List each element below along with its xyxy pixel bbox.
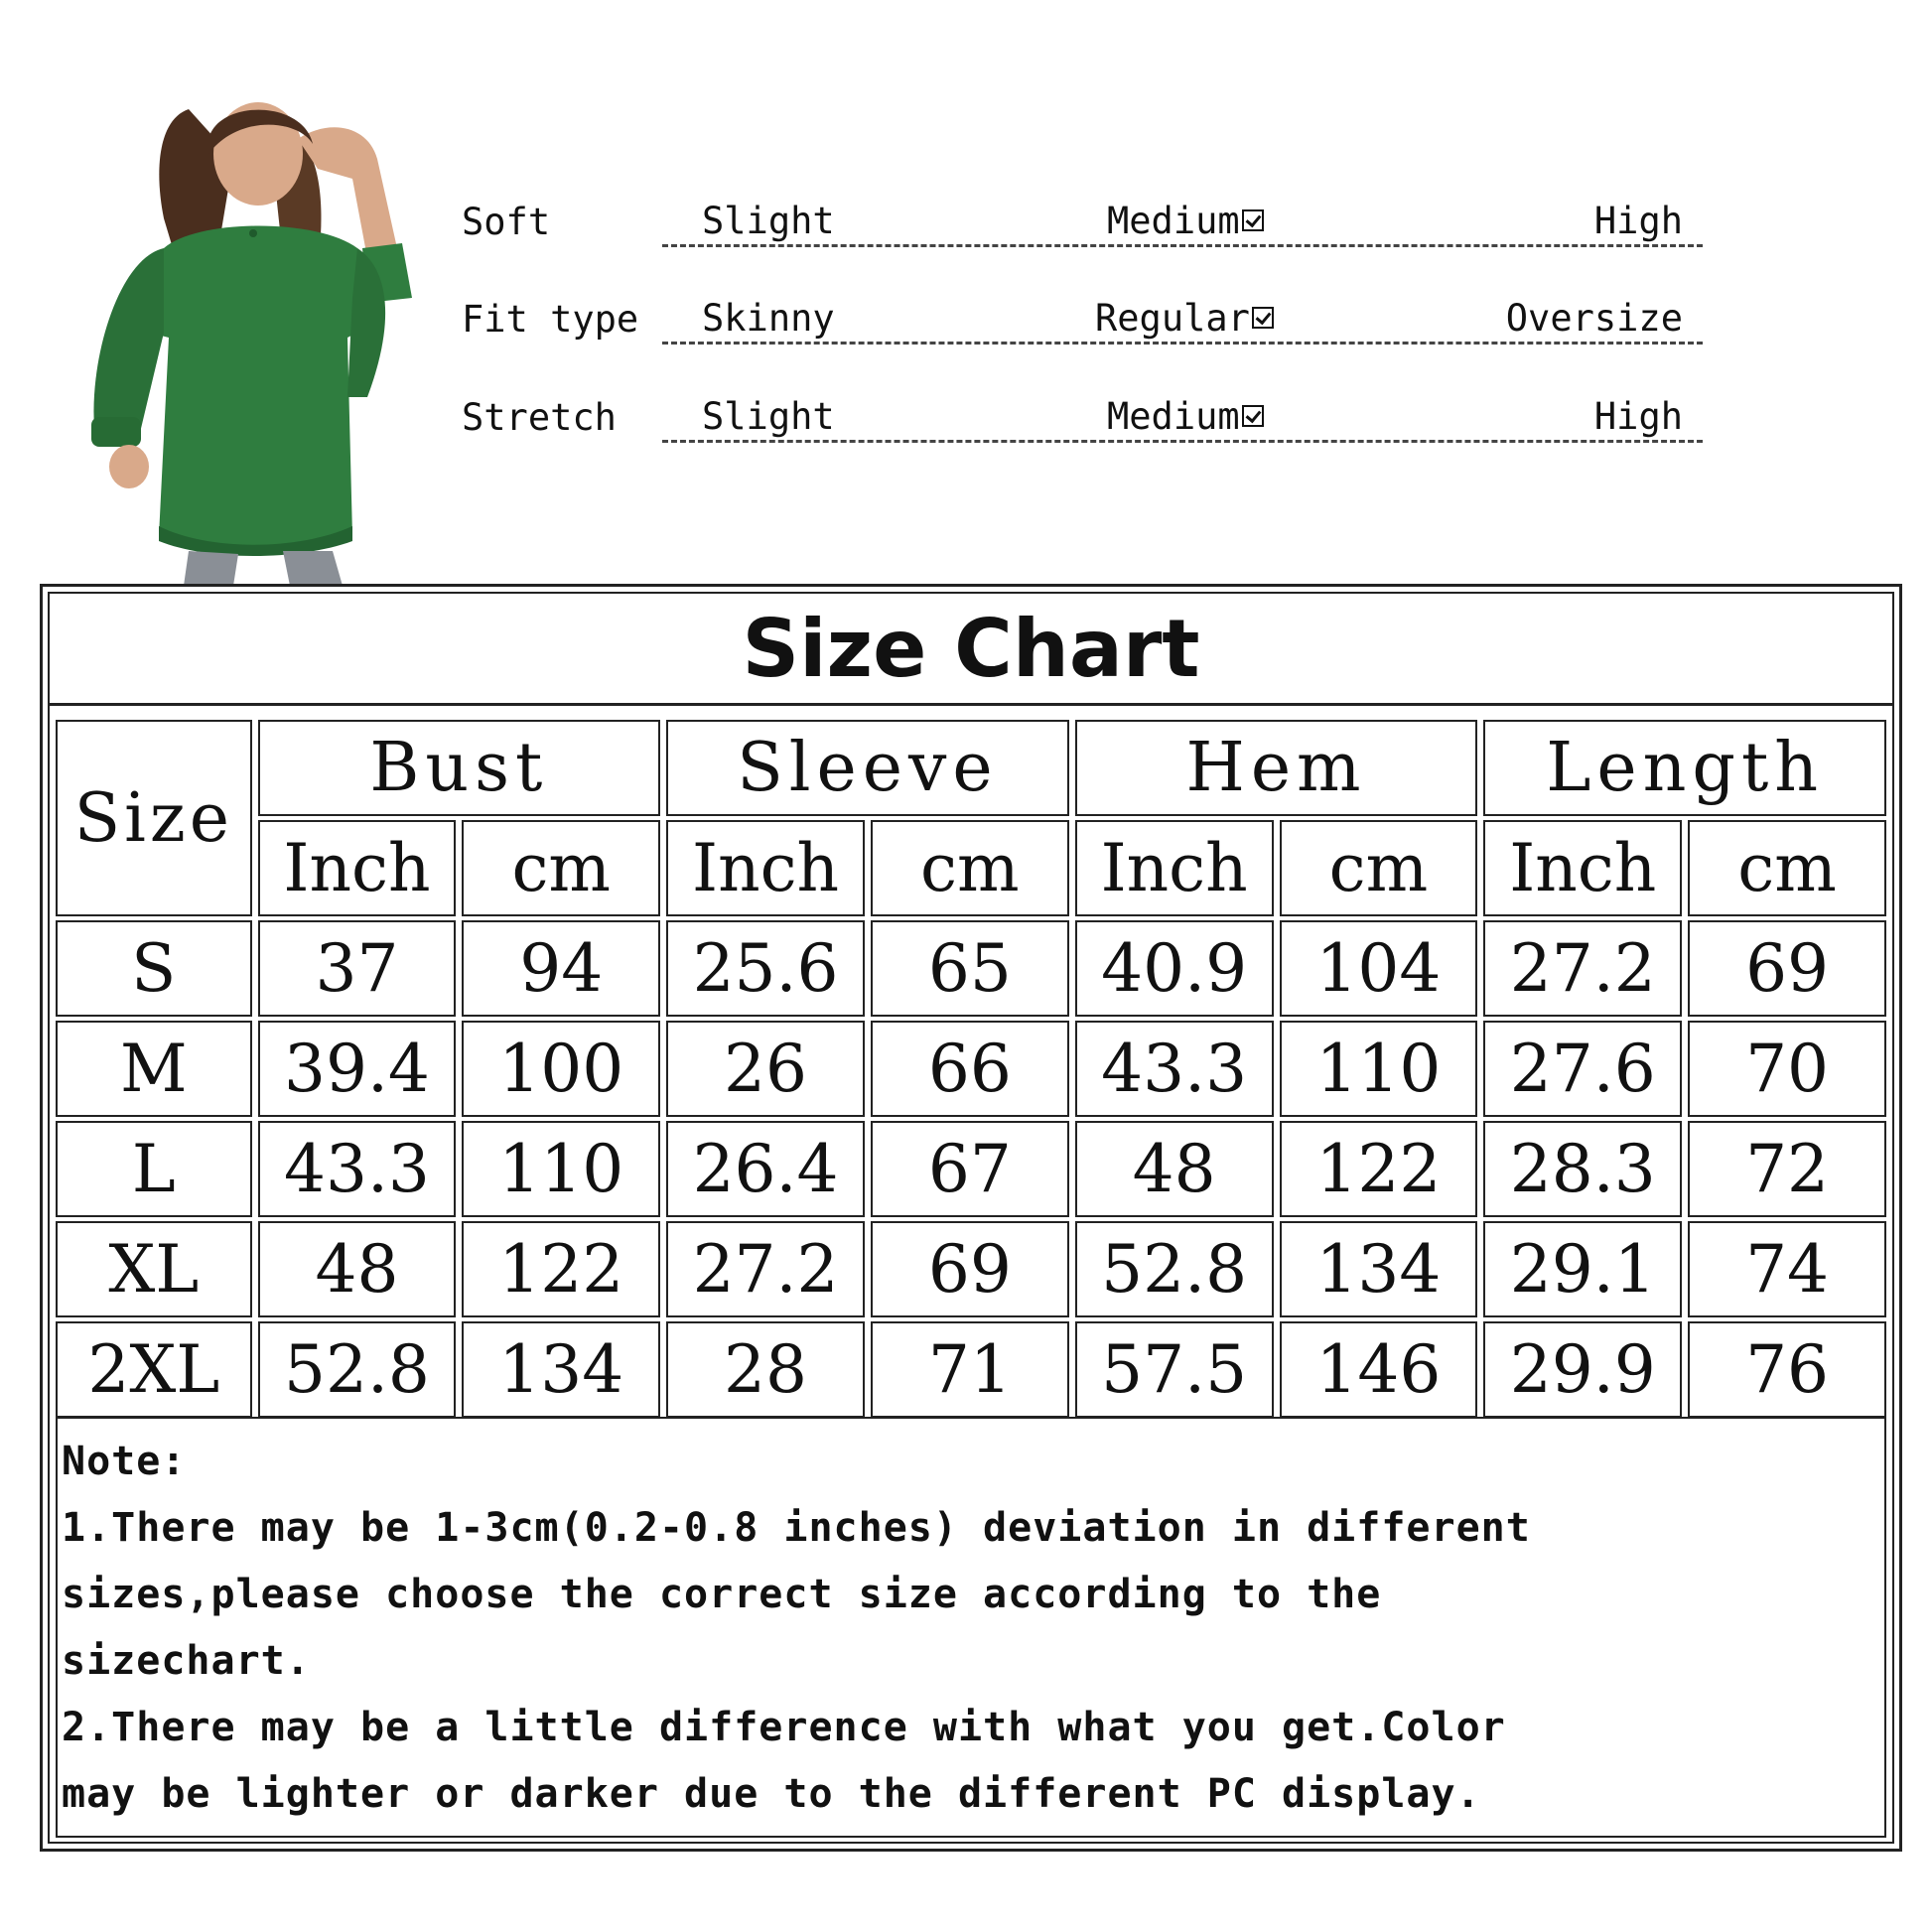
note-line: sizes,please choose the correct size according to the [62, 1572, 1382, 1617]
value-cell: 134 [462, 1321, 660, 1418]
option-label: Slight [702, 395, 835, 438]
attribute-row-soft [462, 194, 1703, 253]
value-cell: 71 [871, 1321, 1069, 1418]
size-cell: 2XL [56, 1321, 252, 1418]
value-cell: 110 [1280, 1021, 1478, 1117]
option-label: High [1593, 395, 1683, 438]
value-cell: 67 [871, 1121, 1069, 1217]
value-cell: 65 [871, 920, 1069, 1017]
value-cell: 27.2 [666, 1221, 865, 1317]
value-cell: 43.3 [1075, 1021, 1274, 1117]
option-label-selected: Regular [1095, 297, 1274, 340]
unit-header: cm [462, 820, 660, 916]
attribute-label: Fit type [462, 298, 639, 341]
value-cell: 104 [1280, 920, 1478, 1017]
table-row [56, 920, 1886, 1017]
value-cell: 25.6 [666, 920, 865, 1017]
value-cell: 76 [1688, 1321, 1886, 1418]
size-cell: XL [56, 1221, 252, 1317]
note-heading: Note: [62, 1439, 187, 1484]
value-cell: 29.9 [1483, 1321, 1682, 1418]
group-header-hem: Hem [1075, 720, 1478, 816]
value-cell: 146 [1280, 1321, 1478, 1418]
value-cell: 40.9 [1075, 920, 1274, 1017]
unit-header: cm [871, 820, 1069, 916]
value-cell: 100 [462, 1021, 660, 1117]
unit-header: Inch [1483, 820, 1682, 916]
group-header-sleeve: Sleeve [666, 720, 1069, 816]
size-chart [40, 584, 1902, 1852]
value-cell: 37 [258, 920, 457, 1017]
value-cell: 66 [871, 1021, 1069, 1117]
size-cell: S [56, 920, 252, 1017]
table-row [56, 1121, 1886, 1217]
value-cell: 26.4 [666, 1121, 865, 1217]
attribute-scale [662, 294, 1703, 345]
size-cell: L [56, 1121, 252, 1217]
value-cell: 27.2 [1483, 920, 1682, 1017]
value-cell: 26 [666, 1021, 865, 1117]
attribute-scale [662, 392, 1703, 443]
product-model-image [69, 99, 437, 586]
attribute-label: Stretch [462, 396, 617, 439]
value-cell: 27.6 [1483, 1021, 1682, 1117]
attribute-row-fit-type [462, 291, 1703, 350]
unit-header: Inch [1075, 820, 1274, 916]
attribute-row-stretch [462, 389, 1703, 449]
chart-title: Size Chart [742, 602, 1200, 695]
note-line: 2.There may be a little difference with what you get.Color [62, 1705, 1506, 1750]
size-header: Size [56, 720, 252, 916]
option-label-selected: Medium [1107, 395, 1264, 438]
unit-header: Inch [258, 820, 457, 916]
value-cell: 52.8 [1075, 1221, 1274, 1317]
attribute-label: Soft [462, 201, 551, 243]
value-cell: 69 [1688, 920, 1886, 1017]
option-label: Oversize [1505, 297, 1683, 340]
unit-header: Inch [666, 820, 865, 916]
group-header-bust: Bust [258, 720, 661, 816]
checkbox-checked-icon [1242, 405, 1264, 427]
value-cell: 122 [462, 1221, 660, 1317]
value-cell: 70 [1688, 1021, 1886, 1117]
value-cell: 43.3 [258, 1121, 457, 1217]
checkbox-checked-icon [1252, 307, 1274, 329]
value-cell: 28 [666, 1321, 865, 1418]
option-label: Skinny [702, 297, 835, 340]
size-cell: M [56, 1021, 252, 1117]
option-label-selected: Medium [1107, 200, 1264, 242]
value-cell: 28.3 [1483, 1121, 1682, 1217]
note-line: sizechart. [62, 1638, 311, 1684]
value-cell: 57.5 [1075, 1321, 1274, 1418]
unit-header: cm [1280, 820, 1478, 916]
value-cell: 110 [462, 1121, 660, 1217]
value-cell: 69 [871, 1221, 1069, 1317]
option-label: High [1593, 200, 1683, 242]
size-table [50, 716, 1892, 1422]
table-row [56, 1321, 1886, 1418]
table-row [56, 1021, 1886, 1117]
value-cell: 48 [1075, 1121, 1274, 1217]
attribute-scale [662, 197, 1703, 247]
value-cell: 29.1 [1483, 1221, 1682, 1317]
note-line: may be lighter or darker due to the different PC display. [62, 1771, 1481, 1817]
unit-header: cm [1688, 820, 1886, 916]
value-cell: 39.4 [258, 1021, 457, 1117]
value-cell: 72 [1688, 1121, 1886, 1217]
notes-box [56, 1417, 1886, 1838]
value-cell: 52.8 [258, 1321, 457, 1418]
option-label: Slight [702, 200, 835, 242]
value-cell: 74 [1688, 1221, 1886, 1317]
value-cell: 134 [1280, 1221, 1478, 1317]
group-header-length: Length [1483, 720, 1886, 816]
value-cell: 48 [258, 1221, 457, 1317]
note-line: 1.There may be 1-3cm(0.2-0.8 inches) deviation in different [62, 1505, 1531, 1551]
chart-title-cell [50, 594, 1892, 706]
checkbox-checked-icon [1242, 209, 1264, 231]
value-cell: 122 [1280, 1121, 1478, 1217]
value-cell: 94 [462, 920, 660, 1017]
table-row [56, 1221, 1886, 1317]
